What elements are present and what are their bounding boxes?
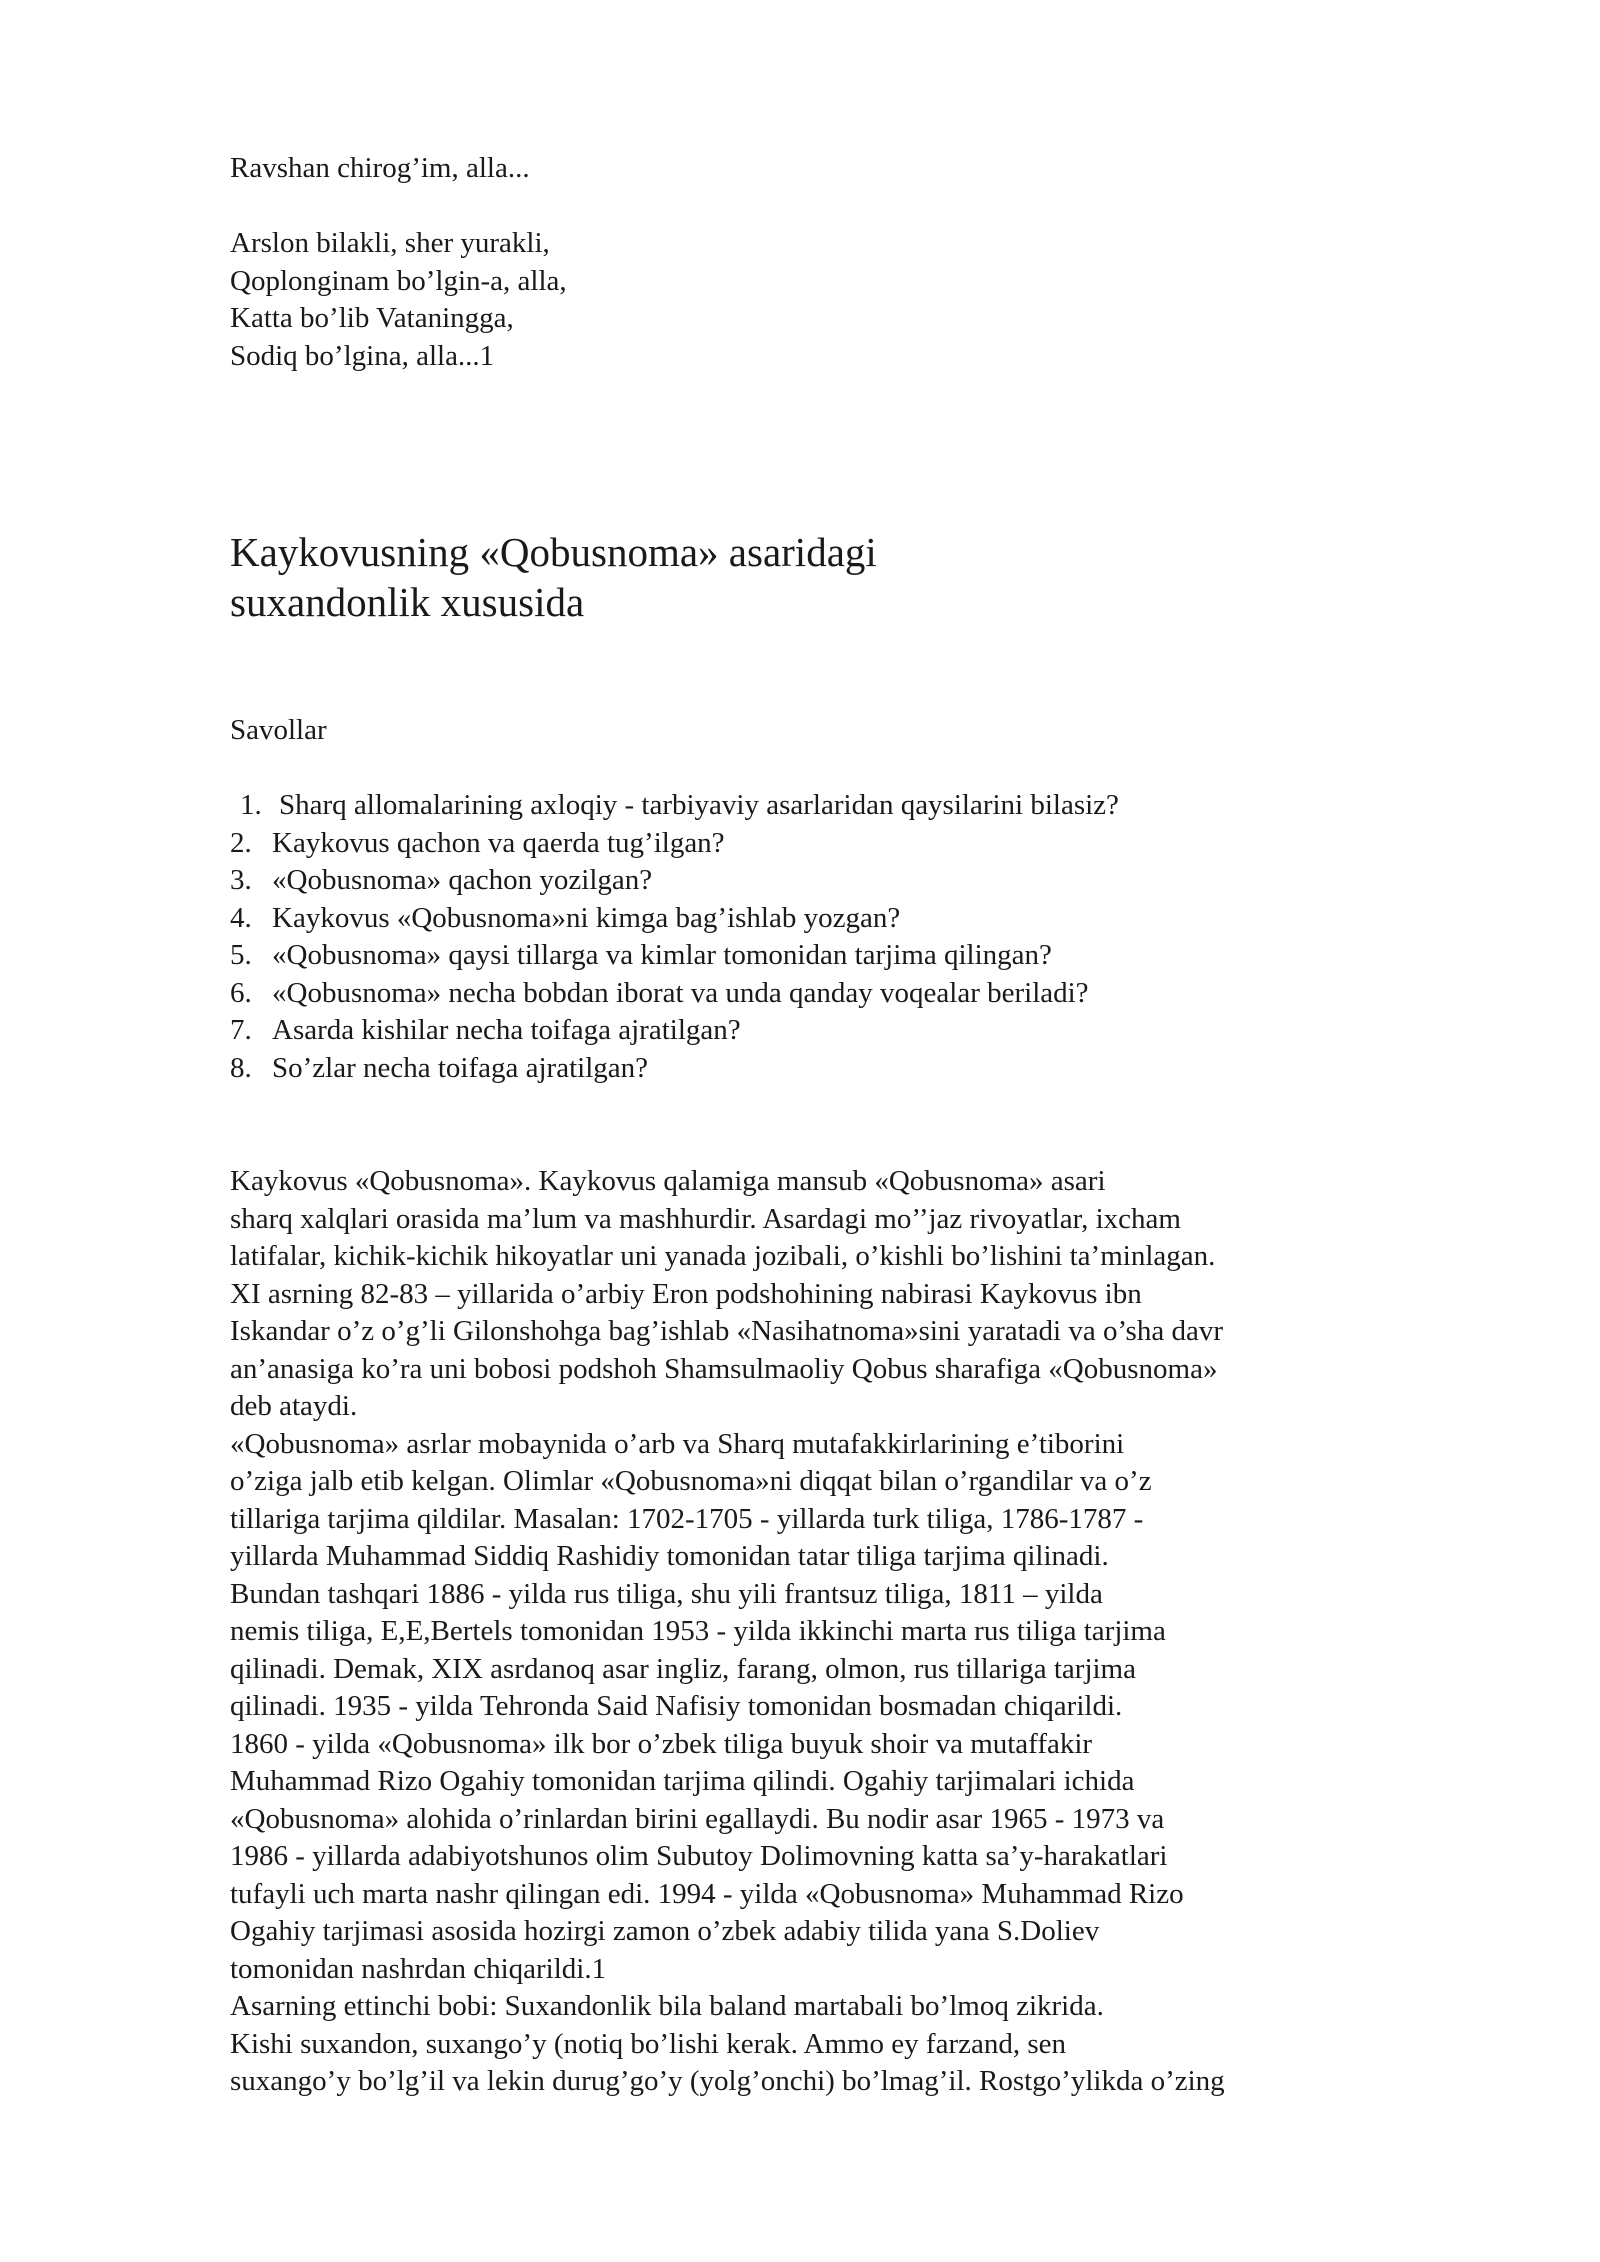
poem-line: Katta bo’lib Vataningga, bbox=[230, 302, 514, 334]
question-item bbox=[230, 1050, 1390, 1088]
body-line: Bundan tashqari 1886 - yilda rus tiliga, shu yili frantsuz tiliga, 1811 – yilda bbox=[230, 1577, 1103, 1610]
body-line: XI asrning 82-83 – yillarida o’arbiy Eron podshohining nabirasi Kaykovus ibn bbox=[230, 1277, 1142, 1310]
body-line: «Qobusnoma» alohida o’rinlardan birini egallaydi. Bu nodir asar 1965 - 1973 va bbox=[230, 1802, 1165, 1835]
questions-list bbox=[230, 787, 1390, 1087]
question-item bbox=[230, 1012, 1390, 1050]
section-heading bbox=[230, 527, 1390, 627]
question-text: «Qobusnoma» qaysi tillarga va kimlar tomonidan tarjima qilingan? bbox=[272, 939, 1052, 971]
question-item bbox=[230, 937, 1390, 975]
question-item bbox=[230, 787, 1390, 825]
question-item bbox=[230, 825, 1390, 863]
body-line: an’anasiga ko’ra uni bobosi podshoh Shamsulmaoliy Qobus sharafiga «Qobusnoma» bbox=[230, 1352, 1218, 1385]
heading-line: Kaykovusning «Qobusnoma» asaridagi bbox=[230, 529, 877, 575]
question-number: 5. bbox=[230, 939, 252, 971]
poem-line: Sodiq bo’lgina, alla...1 bbox=[230, 339, 495, 372]
question-number: 4. bbox=[230, 901, 252, 934]
poem-line: Ravshan chirog’im, alla... bbox=[230, 152, 530, 184]
body-line: Iskandar o’z o’g’li Gilonshohga bag’ishlab «Nasihatnoma»sini yaratadi va o’sha davr bbox=[230, 1315, 1223, 1347]
body-line: qilinadi. 1935 - yilda Tehronda Said Nafisiy tomonidan bosmadan chiqarildi. bbox=[230, 1690, 1123, 1722]
poem-line: Qoplonginam bo’lgin-a, alla, bbox=[230, 264, 567, 297]
poem-line: Arslon bilakli, sher yurakli, bbox=[230, 227, 550, 259]
body-line: Kaykovus «Qobusnoma». Kaykovus qalamiga mansub «Qobusnoma» asari bbox=[230, 1165, 1106, 1197]
question-item bbox=[230, 900, 1390, 938]
question-number: 2. bbox=[230, 826, 252, 859]
question-item bbox=[230, 862, 1390, 900]
poem-stanza-1 bbox=[230, 150, 1390, 188]
question-item bbox=[230, 975, 1390, 1013]
question-number: 8. bbox=[230, 1051, 252, 1084]
body-line: sharq xalqlari orasida ma’lum va mashhurdir. Asardagi mo’’jaz rivoyatlar, ixcham bbox=[230, 1202, 1181, 1235]
poem-stanza-2 bbox=[230, 225, 1390, 375]
question-text: «Qobusnoma» necha bobdan iborat va unda qanday voqealar beriladi? bbox=[272, 976, 1089, 1009]
body-line: o’ziga jalb etib kelgan. Olimlar «Qobusnoma»ni diqqat bilan o’rgandilar va o’z bbox=[230, 1465, 1152, 1497]
body-line: Kishi suxandon, suxango’y (notiq bo’lishi kerak. Ammo ey farzand, sen bbox=[230, 2027, 1067, 2060]
body-line: nemis tiliga, E,E,Bertels tomonidan 1953 - yilda ikkinchi marta rus tiliga tarjima bbox=[230, 1615, 1166, 1647]
question-text: Sharq allomalarining axloqiy - tarbiyaviy asarlaridan qaysilarini bilasiz? bbox=[279, 789, 1119, 821]
question-number: 7. bbox=[230, 1014, 252, 1046]
body-line: qilinadi. Demak, XIX asrdanoq asar ingliz, farang, olmon, rus tillariga tarjima bbox=[230, 1652, 1136, 1685]
body-line: tillariga tarjima qildilar. Masalan: 1702-1705 - yillarda turk tiliga, 1786-1787 - bbox=[230, 1502, 1144, 1535]
question-number: 6. bbox=[230, 976, 252, 1009]
body-line: «Qobusnoma» asrlar mobaynida o’arb va Sharq mutafakkirlarining e’tiborini bbox=[230, 1427, 1125, 1460]
body-text bbox=[230, 1163, 1390, 2101]
body-line: latifalar, kichik-kichik hikoyatlar uni yanada jozibali, o’kishli bo’lishini ta’minlagan. bbox=[230, 1240, 1216, 1272]
question-number: 1. bbox=[240, 789, 262, 821]
questions-title-text: Savollar bbox=[230, 714, 327, 746]
body-line: yillarda Muhammad Siddiq Rashidiy tomonidan tatar tiliga tarjima qilinadi. bbox=[230, 1540, 1109, 1572]
body-line: suxango’y bo’lg’il va lekin durug’go’y (yolg’onchi) bo’lmag’il. Rostgo’ylikda o’zing bbox=[230, 2065, 1225, 2097]
body-line: Ogahiy tarjimasi asosida hozirgi zamon o’zbek adabiy tilida yana S.Doliev bbox=[230, 1915, 1100, 1947]
questions-title bbox=[230, 712, 1390, 750]
body-line: 1986 - yillarda adabiyotshunos olim Subutoy Dolimovning katta sa’y-harakatlari bbox=[230, 1840, 1168, 1872]
question-text: Kaykovus qachon va qaerda tug’ilgan? bbox=[272, 826, 725, 859]
question-text: Kaykovus «Qobusnoma»ni kimga bag’ishlab yozgan? bbox=[272, 901, 901, 934]
body-line: tomonidan nashrdan chiqarildi.1 bbox=[230, 1952, 607, 1985]
question-number: 3. bbox=[230, 864, 252, 896]
question-text: Asarda kishilar necha toifaga ajratilgan? bbox=[272, 1014, 741, 1046]
body-line: Asarning ettinchi bobi: Suxandonlik bila baland martabali bo’lmoq zikrida. bbox=[230, 1990, 1104, 2022]
question-text: «Qobusnoma» qachon yozilgan? bbox=[272, 864, 653, 896]
body-line: deb ataydi. bbox=[230, 1390, 358, 1422]
body-line: tufayli uch marta nashr qilingan edi. 1994 - yilda «Qobusnoma» Muhammad Rizo bbox=[230, 1877, 1184, 1910]
heading-line: suxandonlik xususida bbox=[230, 579, 585, 625]
body-line: 1860 - yilda «Qobusnoma» ilk bor o’zbek tiliga buyuk shoir va mutaffakir bbox=[230, 1727, 1093, 1760]
body-line: Muhammad Rizo Ogahiy tomonidan tarjima qilindi. Ogahiy tarjimalari ichida bbox=[230, 1765, 1135, 1797]
question-text: So’zlar necha toifaga ajratilgan? bbox=[272, 1051, 648, 1084]
